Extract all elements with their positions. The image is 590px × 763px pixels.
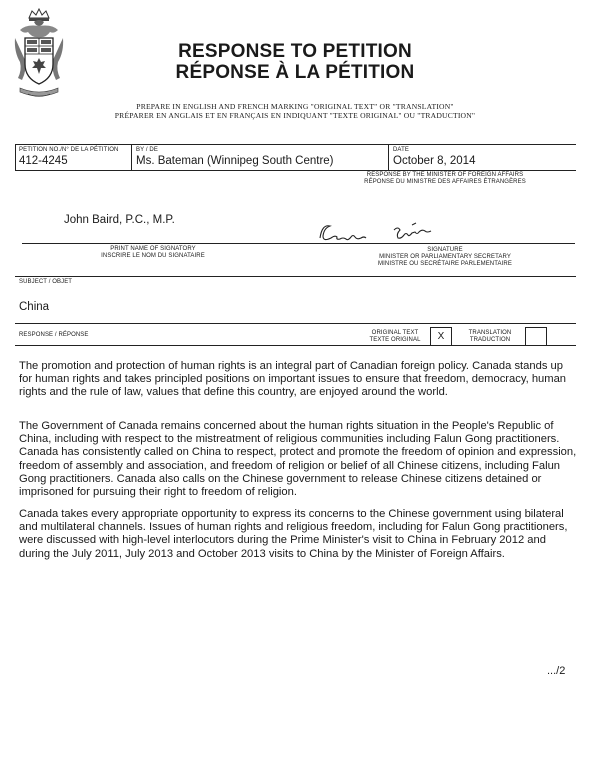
minister-label-en: MINISTER OR PARLIAMENTARY SECRETARY bbox=[379, 254, 511, 260]
print-name-label-en: PRINT NAME OF SIGNATORY bbox=[110, 246, 196, 252]
document-title-fr: RÉPONSE À LA PÉTITION bbox=[175, 62, 415, 83]
subject-top-border bbox=[15, 276, 576, 277]
signatory-name: John Baird, P.C., M.P. bbox=[64, 214, 175, 226]
minister-label-fr: MINISTRE OU SECRÉTAIRE PARLEMENTAIRE bbox=[378, 261, 512, 267]
response-bottom-border bbox=[15, 345, 576, 346]
paragraph-1: The promotion and protection of human rights is an integral part of Canadian foreign policy. Canada stands up for human rights and takes principled positions on important issues to ensure that freedom, democracy, human rights and the rule of law, values that define this country, are enjoyed around the world. bbox=[19, 360, 567, 399]
response-top-border bbox=[15, 323, 576, 324]
table-divider-2 bbox=[388, 144, 389, 171]
page-marker: .../2 bbox=[547, 665, 566, 677]
signature-label: SIGNATURE bbox=[427, 247, 463, 253]
document-title-en: RESPONSE TO PETITION bbox=[178, 41, 412, 62]
paragraph-2: The Government of Canada remains concerned about the human rights situation in the People's Republic of China, including with respect to the mistreatment of religious communities including Falun Gong practitioners. Canada has consistently called on China to respect, protect and promote the freedom of opinion and expression, freedom of assembly and association, and freedom of religion or belief of all Chinese citizens, including Falun Gong practitioners. Canada also calls on the Chinese government to release Chinese citizens detained or imprisoned for pursuing their right to freedom of religion. bbox=[19, 420, 577, 499]
petition-number-value: 412-4245 bbox=[19, 155, 68, 167]
date-value: October 8, 2014 bbox=[393, 155, 476, 167]
signature-line bbox=[282, 243, 575, 244]
table-top-border bbox=[15, 144, 576, 145]
signatory-line bbox=[22, 243, 284, 244]
by-value: Ms. Bateman (Winnipeg South Centre) bbox=[136, 155, 334, 167]
table-left-border bbox=[15, 144, 16, 171]
instruction-fr: PRÉPARER EN ANGLAIS ET EN FRANÇAIS EN INDIQUANT "TEXTE ORIGINAL" OU "TRADUCTION" bbox=[114, 111, 476, 120]
print-name-label-fr: INSCRIRE LE NOM DU SIGNATAIRE bbox=[101, 253, 205, 259]
original-text-label-en: ORIGINAL TEXT bbox=[371, 330, 419, 336]
response-label: RESPONSE / RÉPONSE bbox=[19, 332, 89, 338]
by-label: BY / DE bbox=[136, 147, 158, 153]
table-divider-1 bbox=[131, 144, 132, 171]
response-by-label-fr: RÉPONSE DU MINISTRE DES AFFAIRES ÉTRANGÈRES bbox=[364, 179, 526, 185]
translation-label-fr: TRADUCTION bbox=[469, 337, 511, 343]
instruction-en: PREPARE IN ENGLISH AND FRENCH MARKING "ORIGINAL TEXT" OR "TRANSLATION" bbox=[136, 102, 454, 111]
table-bottom-border bbox=[15, 170, 576, 171]
original-text-label-fr: TEXTE ORIGINAL bbox=[369, 337, 421, 343]
paragraph-3: Canada takes every appropriate opportunity to express its concerns to the Chinese government using bilateral and multilateral channels. Issues of human rights and religious freedom, including for Falun Gong practitioners, were discussed with high-level interlocutors during the Prime Minister's visit to China in February 2012 and during the July 2011, July 2013 and October 2013 visits to China by the Minister of Foreign Affairs. bbox=[19, 508, 568, 560]
petition-number-label: PETITION NO./N° DE LA PÉTITION bbox=[19, 147, 119, 153]
original-text-checkmark: X bbox=[437, 331, 445, 342]
translation-checkbox bbox=[525, 327, 547, 346]
translation-label-en: TRANSLATION bbox=[468, 330, 512, 336]
subject-label: SUBJECT / OBJET bbox=[19, 279, 73, 285]
original-text-checkbox bbox=[430, 327, 452, 346]
response-by-label-en: RESPONSE BY THE MINISTER OF FOREIGN AFFAIRS bbox=[366, 172, 524, 178]
coat-of-arms-icon bbox=[12, 8, 66, 100]
date-label: DATE bbox=[393, 147, 409, 153]
subject-value: China bbox=[19, 301, 50, 313]
